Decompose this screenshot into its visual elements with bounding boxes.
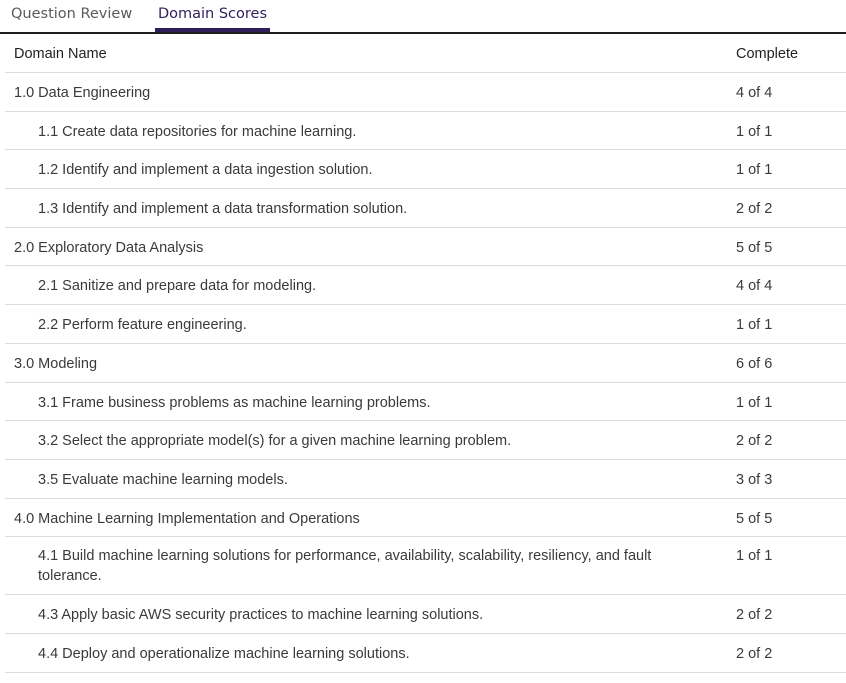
domain-name: 4.3 Apply basic AWS security practices to machine learning solutions. — [38, 607, 484, 624]
tab-question-review[interactable]: Question Review — [11, 6, 133, 22]
table-header-row — [5, 34, 846, 73]
domain-name: 1.0 Data Engineering — [14, 85, 151, 101]
complete-value: 2 of 2 — [736, 433, 773, 450]
domain-name: 2.0 Exploratory Data Analysis — [14, 239, 204, 256]
table-row — [5, 228, 846, 267]
table-row — [5, 595, 846, 634]
complete-value: 4 of 4 — [736, 278, 773, 295]
table-row — [5, 634, 846, 673]
complete-value: 2 of 2 — [736, 201, 773, 218]
domain-name: 3.1 Frame business problems as machine learning problems. — [38, 394, 431, 411]
table-row — [5, 150, 846, 189]
tab-bar — [0, 0, 846, 34]
table-row — [5, 460, 846, 499]
domain-name: 1.3 Identify and implement a data transformation solution. — [38, 201, 408, 218]
table-row — [5, 73, 846, 112]
complete-value: 1 of 1 — [736, 123, 773, 140]
table-row — [5, 344, 846, 383]
complete-value: 4 of 4 — [736, 85, 773, 101]
domain-name: 2.1 Sanitize and prepare data for modeling. — [38, 278, 317, 295]
domain-name: 3.0 Modeling — [14, 355, 98, 372]
table-row — [5, 421, 846, 460]
complete-value: 1 of 1 — [736, 548, 773, 565]
domain-name: 2.2 Perform feature engineering. — [38, 317, 247, 334]
domain-name: 4.0 Machine Learning Implementation and Operations — [14, 510, 360, 527]
complete-value: 6 of 6 — [736, 355, 773, 372]
complete-value: 3 of 3 — [736, 471, 773, 488]
complete-value: 1 of 1 — [736, 394, 773, 411]
complete-value: 1 of 1 — [736, 162, 773, 179]
domain-name: 1.2 Identify and implement a data ingestion solution. — [38, 162, 373, 179]
domain-name: 3.5 Evaluate machine learning models. — [38, 471, 288, 488]
table-row — [5, 537, 846, 595]
complete-value: 2 of 2 — [736, 607, 773, 624]
table-row — [5, 189, 846, 228]
complete-value: 5 of 5 — [736, 510, 773, 527]
tab-domain-scores[interactable]: Domain Scores — [155, 0, 270, 32]
domain-name: 4.4 Deploy and operationalize machine learning solutions. — [38, 645, 410, 662]
domain-name: 4.1 Build machine learning solutions for performance, availability, scalability, resiliency, and fault tolerance. — [38, 548, 652, 585]
complete-value: 5 of 5 — [736, 239, 773, 256]
domain-scores-table — [5, 34, 846, 673]
complete-value: 2 of 2 — [736, 645, 773, 662]
column-header-domain-name: Domain Name — [14, 46, 107, 62]
table-row — [5, 383, 846, 422]
complete-value: 1 of 1 — [736, 317, 773, 334]
table-row — [5, 266, 846, 305]
table-row — [5, 499, 846, 538]
domain-name: 1.1 Create data repositories for machine learning. — [38, 123, 357, 140]
table-row — [5, 112, 846, 151]
domain-name: 3.2 Select the appropriate model(s) for a given machine learning problem. — [38, 433, 512, 450]
table-row — [5, 305, 846, 344]
column-header-complete: Complete — [736, 46, 799, 62]
